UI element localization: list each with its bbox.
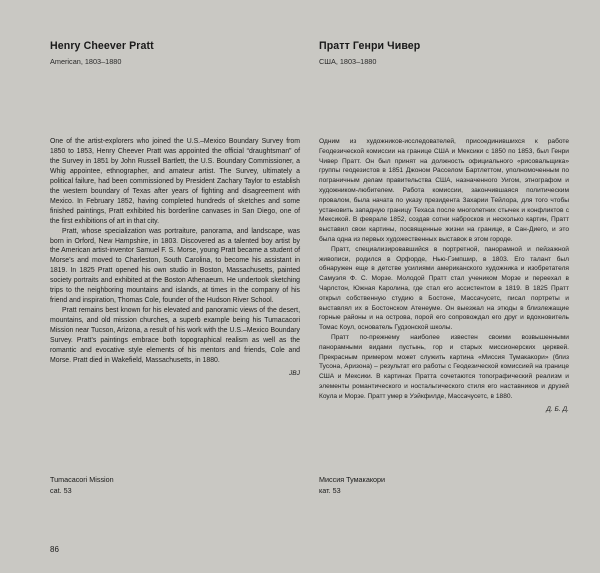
caption-title-russian: Миссия Тумакакори	[319, 475, 386, 484]
author-initials-russian: Д. Б. Д.	[546, 405, 569, 413]
biography-russian	[319, 137, 569, 414]
page-number: 86	[50, 545, 59, 554]
biography-paragraph: Одним из художников-исследователей, присоединившихся к работе Геодезической комиссии на границе США и Мексики с 1850 по 1853, был Генри Чивер Пратт. Он был принят на должность официального «рисовальщика» группы геодезистов в 1851 Джоном Расселом Бартлеттом, уполномоченным по пограничным делам правительства США, назначенного Уигом, этнографом и художником-любителем. Работа комиссии, закончившаяся политическим провалом, была начата по указу президента Захарии Тейлора, для того чтобы установить западную границу Техаса после многолетних стычек и конфликтов с Мексикой. В феврале 1852, создав сотни набросков и несколько картин, Пратт выставил свои картины, посвященные жизни на границе, в Сан-Диего, и это была одна из первых художественных выставок в этом городе.	[319, 138, 569, 243]
artist-name-russian: Пратт Генри Чивер	[319, 40, 421, 52]
author-initials-english: JBJ	[289, 369, 300, 377]
biography-english	[50, 137, 300, 379]
caption-catalog-english: cat. 53	[50, 486, 72, 495]
biography-paragraph: Пратт, специализировавшийся в портретной, панорамной и пейзажной живописи, родился в Орфорде, Нью-Гэмпшир, в 1803. Его талант был обнаружен еще в детстве усилиями американского художника и изобретателя Самуэля Ф. С. Морзе. Молодой Пратт стал учеником Морзе и переехал в Чарлстон, Южная Каролина, где стал его ассистентом в 1819. В 1825 Пратт открыл собственную студию в Бостоне, Массачусетс, писал портреты и выставлял их в Бостонском Атенеуме. Он выезжал на этюды в близлежащие горные районы и на острова, порой его сопровождал его друг и вдохновитель Томас Коул, основатель Гудзонской школы.	[319, 245, 569, 332]
biography-paragraph: Пратт по-прежнему наиболее известен своими возвышенными панорамными видами пустынь, гор и старых миссионерских церквей. Прекрасным примером может служить картина «Миссия Тумакакори» (близ Тусона, Аризона) – результат его работы с Геодезической комиссией на границе США и Мексики. В картинах Пратта сочетаются топографический реализм и элементы романтического и ностальгического стиля его наставников и друзей Коула и Морзе. Пратт умер в Уэйкфилде, Массачусетс, в 1880.	[319, 333, 569, 400]
caption-english	[50, 474, 114, 496]
artist-nationality-dates-russian: США, 1803–1880	[319, 57, 377, 66]
artist-name-english: Henry Cheever Pratt	[50, 40, 154, 52]
biography-paragraph: Pratt, whose specialization was portraiture, panorama, and landscape, was born in Orford, New Hampshire, in 1803. Discovered as a talented boy artist by the American artist-inventor Samuel F. S. Morse, young Pratt became a student of Morse’s and moved to Charleston, South Carolina, to become his assistant in 1819. In 1825 Pratt opened his own studio in Boston, Massachusetts, painted society portraits and exhibited at the Boston Athenaeum. He undertook sketching trips to the neighboring mountains and islands, at times in the company of his friend and inspiration, Thomas Cole, founder of the Hudson River School.	[50, 227, 300, 305]
russian-column	[319, 40, 569, 413]
biography-paragraph: One of the artist-explorers who joined the U.S.–Mexico Boundary Survey from 1850 to 1853, Henry Cheever Pratt was appointed the official “draughtsman” of the Survey in 1851 by John Russell Bartlett, the U.S. Boundary Commissioner, a Whig appointee, ethnographer, and amateur artist. The Survey, ultimately a political failure, had been commissioned by President Zachary Taylor to establish the western boundary of Texas after years of fighting and disagreement with Mexico. In February 1852, having completed hundreds of sketches and some finished paintings, Pratt exhibited his borderline canvases in San Diego, one of the first exhibitions of art in that city.	[50, 138, 300, 225]
artist-nationality-dates-english: American, 1803–1880	[50, 57, 122, 66]
caption-catalog-russian: кат. 53	[319, 486, 341, 495]
english-column	[50, 40, 300, 377]
caption-russian	[319, 474, 385, 496]
caption-title-english: Tumacacori Mission	[50, 475, 114, 484]
biography-paragraph: Pratt remains best known for his elevated and panoramic views of the desert, mountains, and old mission churches, a superb example being his Tumacacori Mission near Tucson, Arizona, a result of his work with the U.S.–Mexico Boundary Survey. Pratt’s paintings embrace both topographical realism as well as the romantic and evocative style elements of his mentors and friends, Cole and Morse. Pratt died in Wakefield, Massachusetts, in 1880.	[50, 307, 300, 364]
